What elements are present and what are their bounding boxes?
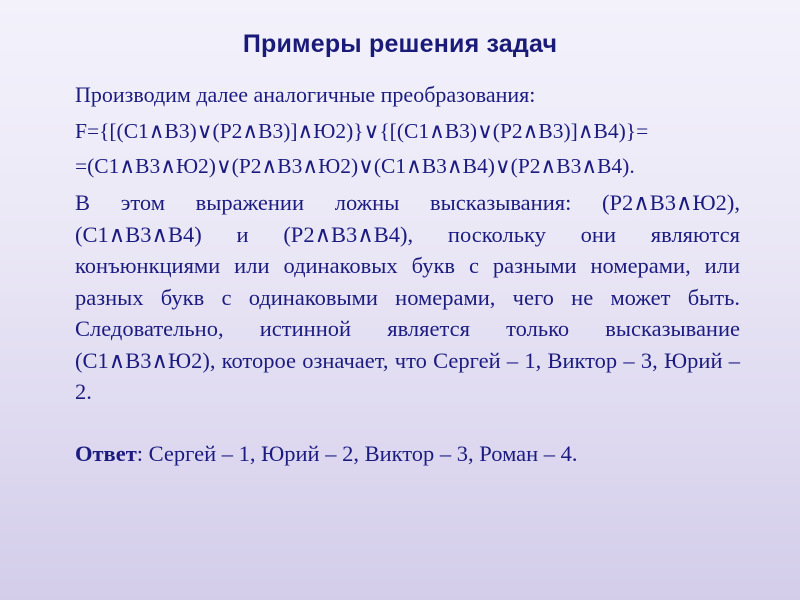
slide-title: Примеры решения задач <box>242 30 558 58</box>
answer-label: Ответ <box>75 440 137 466</box>
answer-line <box>75 438 740 469</box>
answer-separator: : <box>136 440 144 466</box>
slide-body <box>75 80 740 469</box>
answer-text: Сергей – 1, Юрий – 2, Виктор – 3, Роман – 4. <box>143 440 578 466</box>
intro-text: Производим далее аналогичные преобразования: <box>75 82 536 107</box>
formula-line-2: =(С1∧В3∧Ю2)∨(Р2∧В3∧Ю2)∨(С1∧В3∧В4)∨(Р2∧В3∧В4). <box>75 154 635 178</box>
formula-line-1: F={[(С1∧В3)∨(Р2∧В3)]∧Ю2)}∨{[(С1∧В3)∨(Р2∧В3)]∧В4)}= <box>75 119 649 143</box>
explanation-paragraph: В этом выражении ложны высказывания: (Р2∧В3∧Ю2), (С1∧В3∧В4) и (Р2∧В3∧В4), поскольку они являются конъюнкциями или одинаковых букв с разными номерами, или разных букв с одинаковыми номерами, чего не может быть. Следовательно, истинной является только высказывание (С1∧В3∧Ю2), которое означает, что Сергей – 1, Виктор – 3, Юрий – 2. <box>75 190 740 404</box>
